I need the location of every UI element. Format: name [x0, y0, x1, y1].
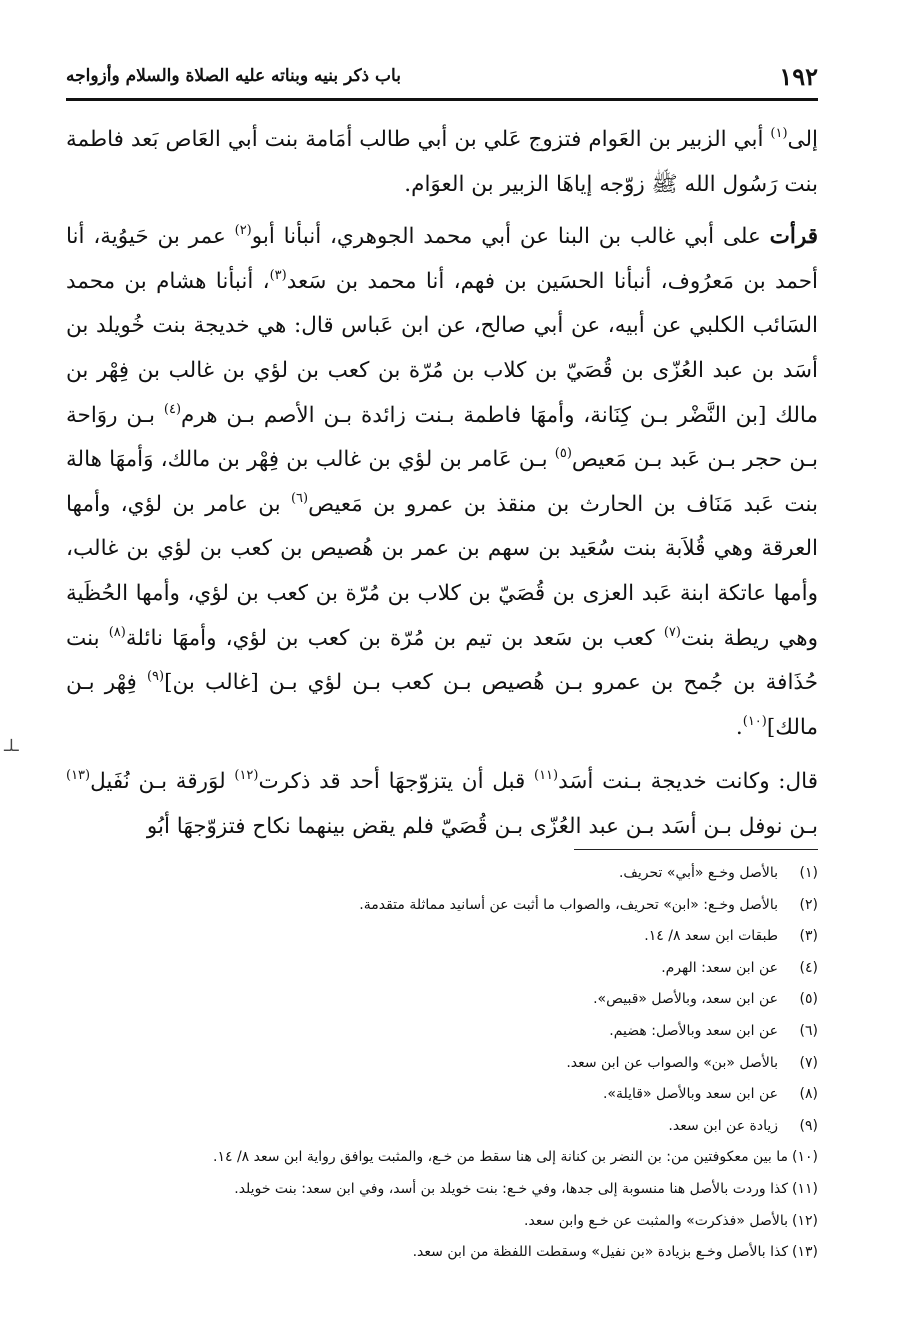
- footnote-ref: (١): [770, 126, 788, 141]
- paragraph-1: [66, 118, 818, 207]
- footnote-ref: (٩): [146, 669, 165, 685]
- text-run: بـن عَامر بن لؤي بن غالب بن فِهْر بن مالك، وَأمهَا هالة بنت عَبد مَنَاف بن الحارث بن منقذ بن عمرو بن مَعيص: [66, 447, 818, 517]
- text-run: كعب بن سَعد بن تيم بن مُرّة بن كعب بن لؤي، وأمهَا نائلة: [125, 625, 664, 651]
- footnote-item: [66, 1111, 818, 1143]
- lead-word: قرأت: [769, 224, 818, 250]
- footnote-item: [66, 953, 818, 985]
- footnote-number: (٩): [799, 1117, 818, 1134]
- footnote-text: بالأصل «فذكرت» والمثبت عن خـع وابن سعد.: [524, 1212, 789, 1229]
- footnote-ref: (١٢): [234, 768, 259, 784]
- text-run: عمر بن حَيوُية، أنا أحمد بن مَعرُوف، أنبأنا الحسَين بن فهم، أنا محمد بن سَعد: [66, 224, 818, 294]
- footnote-ref: (١٣): [66, 768, 91, 784]
- footnote-text: عن ابن سعد: الهرم.: [661, 959, 778, 976]
- paragraph-2: [66, 215, 818, 750]
- text-run: على أبي غالب بن البنا عن أبي محمد الجوهري، أنبأنا أبو: [251, 224, 770, 250]
- footnote-item: [66, 1079, 818, 1111]
- footnote-ref: (٨): [108, 624, 126, 640]
- footnote-number: (٨): [799, 1086, 818, 1103]
- footnote-number: (٥): [799, 991, 818, 1008]
- footnote-item: [66, 1174, 818, 1206]
- footnote-number: (١٢): [792, 1212, 818, 1229]
- footnote-ref: (١١): [534, 768, 559, 784]
- footnote-text: ما بين معكوفتين من: بن النضر بن كنانة إلى هنا سقط من خـع، والمثبت يوافق رواية ابن سعد ٨/ ١٤.: [213, 1149, 789, 1166]
- footnote-number: (١٣): [792, 1244, 818, 1261]
- footnote-item: [66, 1016, 818, 1048]
- footnote-text: بالأصل «بن» والصواب عن ابن سعد.: [566, 1054, 778, 1071]
- text-run: بـن روَاحة بـن حجر بـن عَبد بـن مَعيص: [66, 402, 819, 473]
- footnotes: [66, 858, 818, 1269]
- footnote-text: عن ابن سعد وبالأصل «قايلة».: [602, 1086, 778, 1103]
- footnote-text: عن ابن سعد وبالأصل: هضيم.: [609, 1022, 778, 1039]
- footnote-number: (١): [799, 865, 818, 881]
- text-run: .: [735, 714, 743, 740]
- footnote-ref: (٣): [269, 267, 287, 283]
- footnote-number: (٦): [799, 1022, 818, 1039]
- footnote-number: (٤): [799, 959, 818, 976]
- footnote-ref: (٢): [234, 223, 252, 239]
- footnote-text: بالأصل وخـع: «ابن» تحريف، والصواب ما أثبت عن أسانيد مماثلة متقدمة.: [359, 896, 778, 913]
- text-run: بنت حُذَافة بن جُمح بن عمرو بـن هُصيص بـن كعب بـن لؤي بـن [غالب بن]: [66, 625, 819, 696]
- footnote-item: [66, 1048, 818, 1080]
- header-rule: [66, 98, 818, 101]
- footnote-number: (٧): [799, 1054, 818, 1071]
- text-run: فِهْر بـن مالك]: [66, 670, 818, 740]
- footnote-item: [66, 1206, 818, 1238]
- footnote-ref: (١٠): [742, 713, 767, 729]
- footnote-text: بالأصل وخـع «أبي» تحريف.: [618, 865, 778, 881]
- text-run: قال: وكانت خديجة بـنت أسَد: [558, 769, 819, 795]
- footnote-text: زيادة عن ابن سعد.: [668, 1117, 778, 1134]
- footnote-number: (٢): [799, 896, 818, 913]
- margin-annotation: ـلـ: [4, 736, 19, 755]
- footnote-number: (٣): [799, 928, 818, 945]
- text-run: بن عامر بن لؤي، وأمها العرقة وهي قُلاَبة بنت سُعَيد بن سهم بن عمر بن هُصيص بن كعب بن لؤي بن غالب، وأمها عاتكة ابنة عَبد العزى بن قُصَيّ بن كلاب بن مُرّة بن كعب بن لؤي، وأمها الحُظَية وهي ريطة بنت: [66, 491, 818, 651]
- footnote-text: عن ابن سعد، وبالأصل «قبيص».: [593, 991, 778, 1008]
- footnote-ref: (٥): [554, 446, 572, 462]
- footnote-text: طبقات ابن سعد ٨/ ١٤.: [644, 928, 778, 945]
- text-run: قبل أن يتزوّجهَا أحد قد ذكرت: [258, 769, 534, 795]
- footnote-text: كذا بالأصل وخـع بزيادة «بن نفيل» وسقطت اللفظة من ابن سعد.: [412, 1244, 789, 1261]
- paragraph-3: [66, 760, 818, 849]
- text-run: لوَرقة بـن نُفَيل: [90, 769, 235, 795]
- text-run: بـن نوفل بـن أسَد بـن عبد العُزّى بـن قُصَيّ فلم يقض بينهما نكاح فتزوّجهَا أبُو: [146, 813, 818, 839]
- footnote-item: [66, 921, 818, 953]
- footnote-item: [66, 1142, 818, 1174]
- footnote-item: [66, 1237, 818, 1269]
- footnote-text: كذا وردت بالأصل هنا منسوبة إلى جدها، وفي خـع: بنت خويلد بن أسد، وفي ابن سعد: بنت خويلد.: [234, 1180, 789, 1197]
- running-title: باب ذكر بنيه وبناته عليه الصلاة والسلام وأزواجه: [66, 66, 401, 86]
- footnote-number: (١١): [792, 1180, 818, 1197]
- main-text: [66, 118, 818, 850]
- footnote-item: [66, 858, 818, 890]
- footnote-item: [66, 984, 818, 1016]
- text-run: أبي الزبير بن العَوام فتزوج عَلي بن أبي طالب أمَامة بنت أبي العَاص بَعد فاطمة بنت رَسُول الله ﷺ زوّجه إياهَا الزبير بن العوَام.: [66, 127, 818, 197]
- footnote-item: [66, 890, 818, 922]
- footnote-ref: (٧): [663, 624, 681, 640]
- text-run: إلى: [787, 127, 818, 152]
- footnote-ref: (٦): [290, 490, 309, 506]
- page-number: ١٩٢: [779, 61, 818, 91]
- page-header: [66, 56, 818, 96]
- text-run: ، أنبأنا هشام بن محمد السَائب الكلبي عن أبيه، عن أبي صالح، عن ابن عَباس قال: هي خديجة بنت خُويلد بن أسَد بن عبد العُزّى بن قُصَيّ بن كلاب بن مُرّة بن كعب بن لؤي بن غالب بن فِهْر بن مالك [بن النَّضْر بـن كِنَانة، وأمهَا فاطمة بـنت زائدة بـن الأصم بـن هرم: [66, 268, 818, 428]
- footnote-number: (١٠): [792, 1149, 818, 1166]
- footnote-ref: (٤): [163, 401, 182, 417]
- footnote-separator: [574, 849, 818, 850]
